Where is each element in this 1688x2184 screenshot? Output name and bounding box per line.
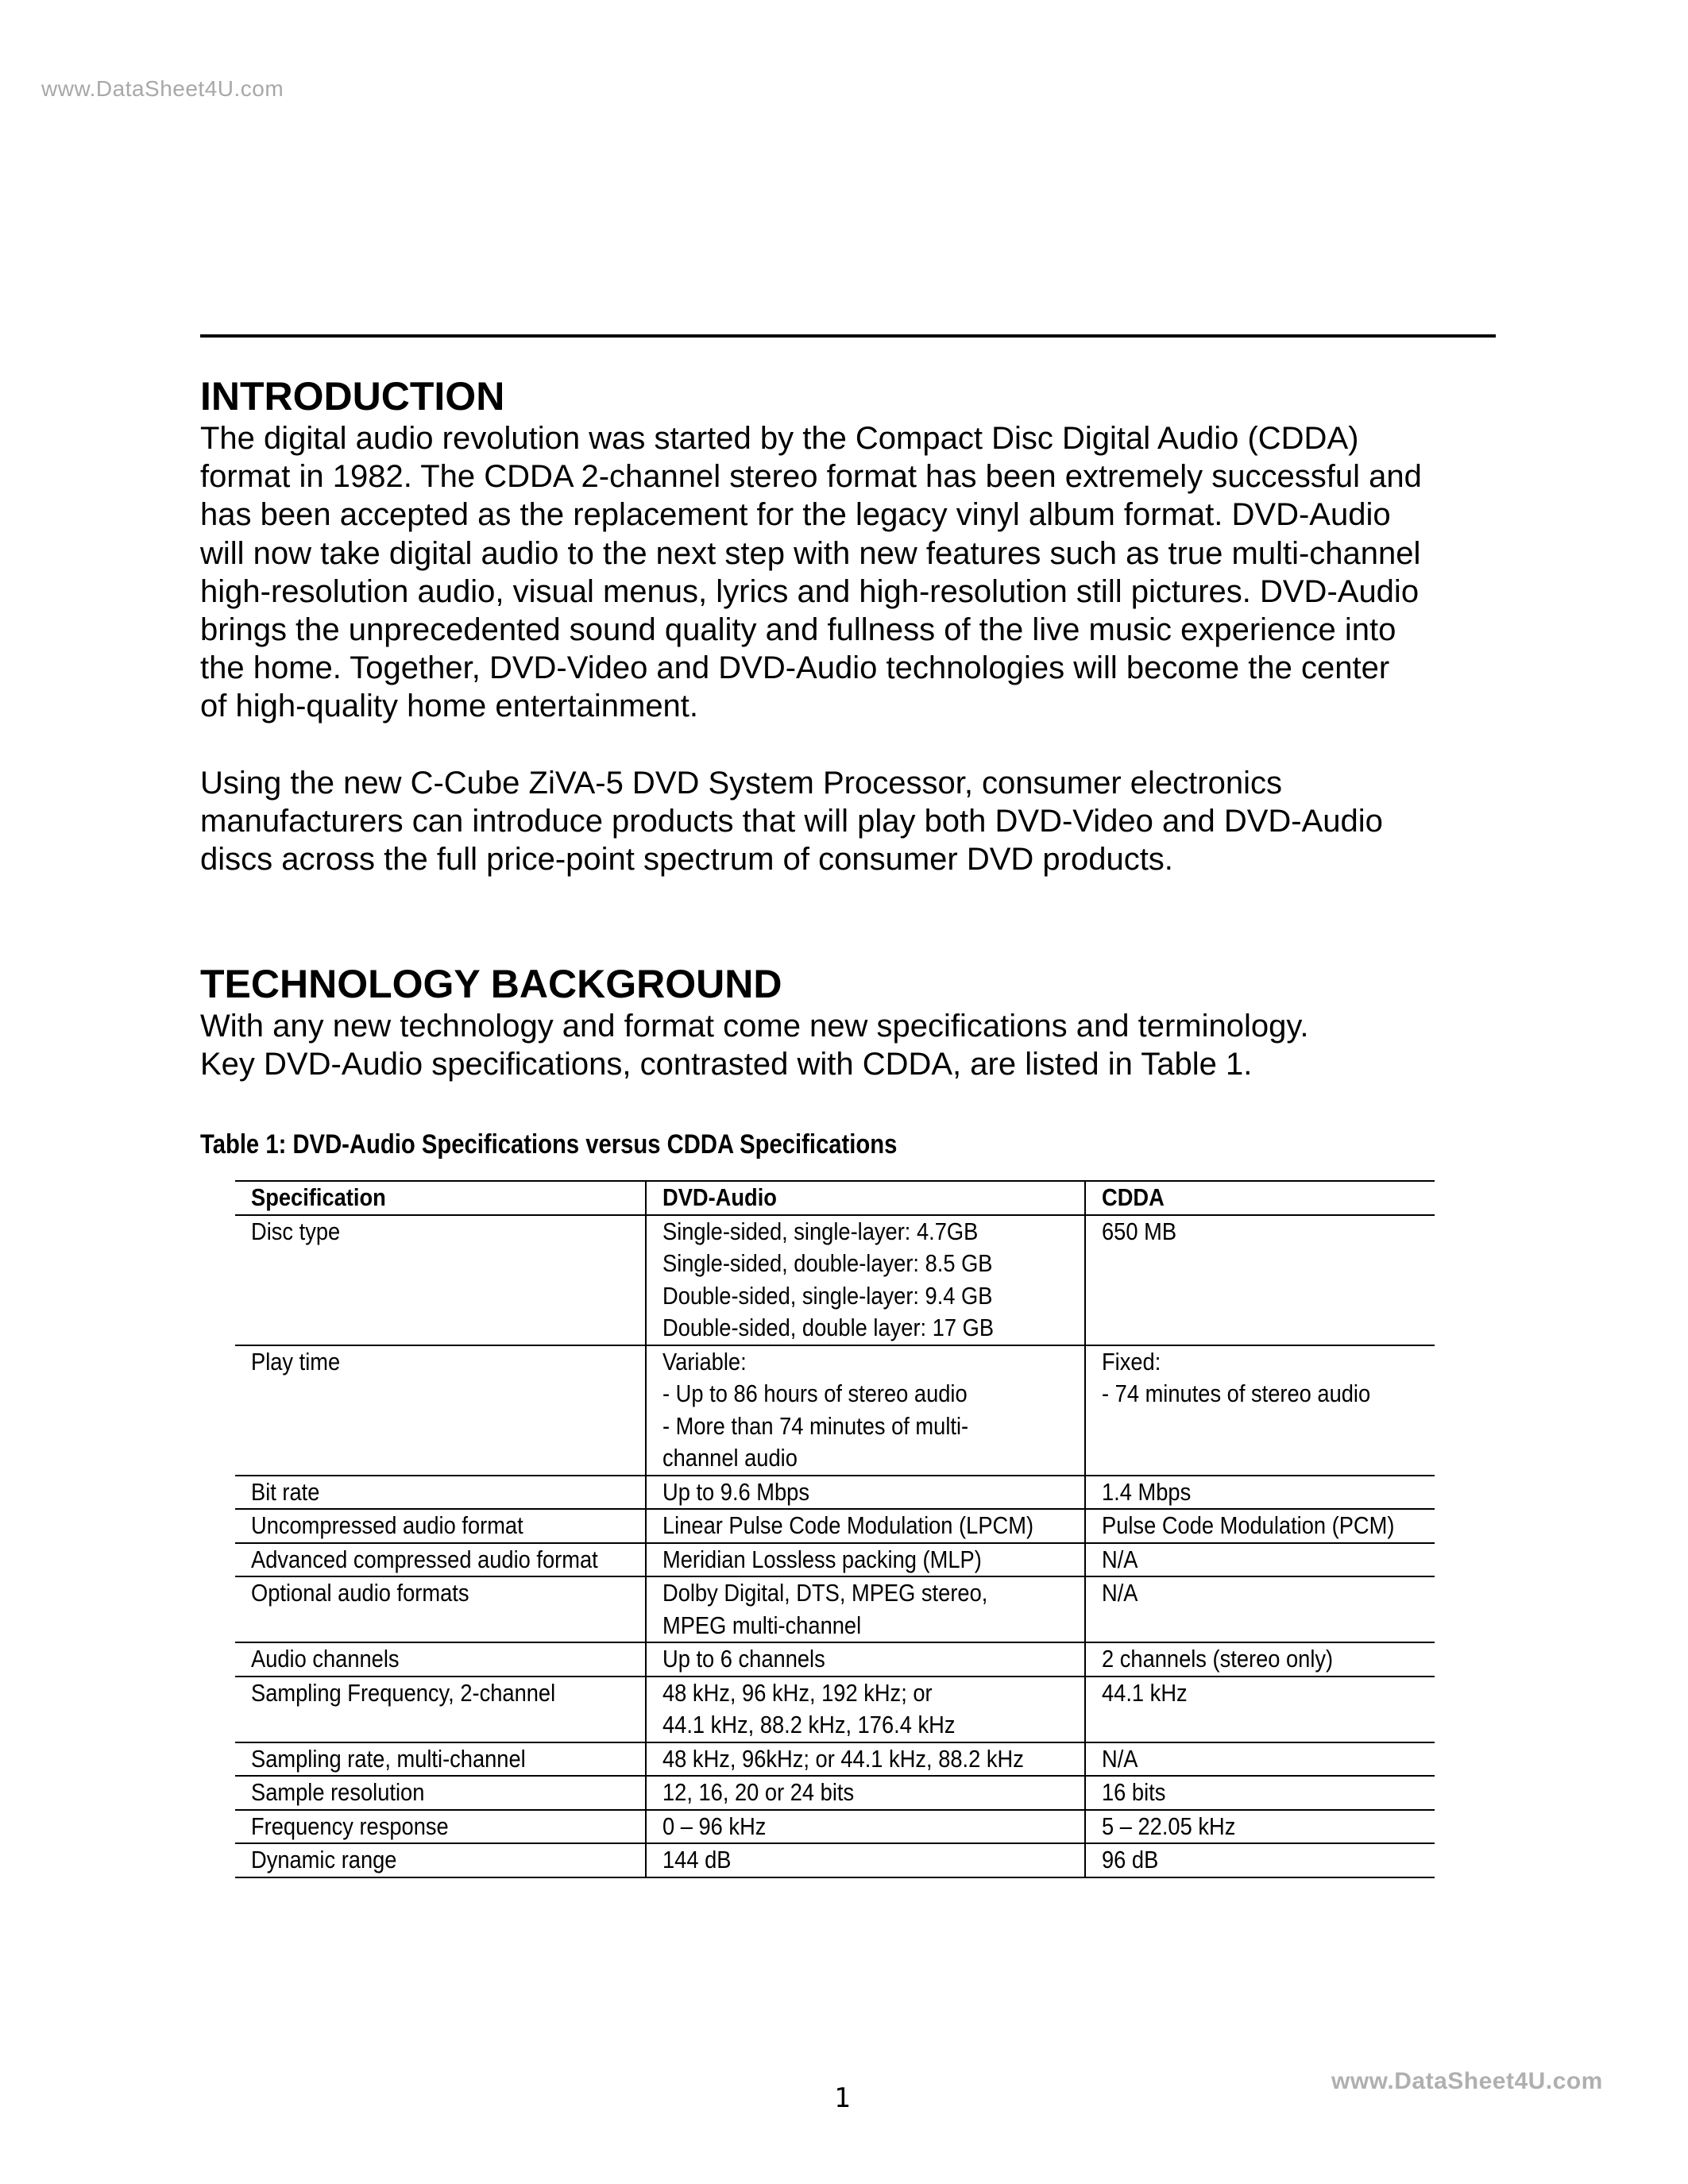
cell-line: Up to 9.6 Mbps (662, 1477, 810, 1506)
table-row (235, 1742, 1435, 1777)
cell-line: 48 kHz, 96kHz; or 44.1 kHz, 88.2 kHz (662, 1744, 1025, 1773)
technology-heading: TECHNOLOGY BACKGROUND (200, 962, 782, 1007)
table-cell-dvd (646, 1215, 1085, 1345)
table-cell-spec (235, 1576, 646, 1642)
table-body (235, 1215, 1435, 1877)
header-specification: Specification (235, 1181, 646, 1215)
header-rule (200, 334, 1496, 338)
table-cell-dvd (646, 1642, 1085, 1677)
table-cell-spec (235, 1476, 646, 1510)
cell-line: - More than 74 minutes of multi- (662, 1411, 969, 1440)
table-cell-dvd (646, 1776, 1085, 1810)
cell-line: Uncompressed audio format (251, 1511, 523, 1539)
table-cell-dvd (646, 1509, 1085, 1543)
table-cell-spec (235, 1215, 646, 1345)
text-line: high-resolution audio, visual menus, lyrics and high-resolution still pictures. DVD-Audio (200, 573, 1420, 609)
table-cell-dvd (646, 1576, 1085, 1642)
cell-line: Double-sided, single-layer: 9.4 GB (662, 1281, 993, 1310)
table-cell-dvd (646, 1810, 1085, 1844)
text-line: The digital audio revolution was started by the Compact Disc Digital Audio (CDDA) (200, 421, 1359, 456)
cell-line: Single-sided, single-layer: 4.7GB (662, 1217, 979, 1245)
cell-line: 12, 16, 20 or 24 bits (662, 1778, 855, 1806)
table-row (235, 1843, 1435, 1877)
cell-line: N/A (1102, 1579, 1138, 1607)
text-line: will now take digital audio to the next step with new features such as true multi-channel (200, 535, 1421, 571)
table-cell-cdda (1085, 1215, 1435, 1345)
table-cell-spec (235, 1776, 646, 1810)
table-cell-cdda (1085, 1843, 1435, 1877)
cell-line: Play time (251, 1347, 341, 1376)
cell-line: Optional audio formats (251, 1579, 469, 1607)
cell-line: Audio channels (251, 1645, 400, 1673)
cell-line: Variable: (662, 1347, 747, 1376)
table-header-row (235, 1181, 1435, 1215)
table-row (235, 1543, 1435, 1577)
table-cell-cdda (1085, 1677, 1435, 1742)
table-row (235, 1776, 1435, 1810)
text-line: With any new technology and format come new specifications and terminology. (200, 1009, 1309, 1044)
text-line: Key DVD-Audio specifications, contrasted with CDDA, are listed in Table 1. (200, 1047, 1253, 1082)
cell-line: N/A (1102, 1744, 1138, 1773)
cell-line: Single-sided, double-layer: 8.5 GB (662, 1249, 993, 1277)
cell-line: Dolby Digital, DTS, MPEG stereo, (662, 1579, 988, 1607)
header-dvd-audio: DVD-Audio (646, 1181, 1085, 1215)
header-cdda: CDDA (1085, 1181, 1435, 1215)
cell-line: MPEG multi-channel (662, 1611, 862, 1639)
text-line: format in 1982. The CDDA 2-channel stereo format has been extremely successful and (200, 459, 1422, 495)
cell-line: 650 MB (1102, 1217, 1177, 1245)
table-cell-cdda (1085, 1776, 1435, 1810)
table-cell-spec (235, 1810, 646, 1844)
cell-line: Sample resolution (251, 1778, 425, 1806)
table-cell-spec (235, 1509, 646, 1543)
table-cell-cdda (1085, 1810, 1435, 1844)
table-cell-dvd (646, 1543, 1085, 1577)
table-row (235, 1476, 1435, 1510)
table-row (235, 1215, 1435, 1345)
cell-line: 16 bits (1102, 1778, 1166, 1806)
cell-line: Up to 6 channels (662, 1645, 826, 1673)
cell-line: Sampling Frequency, 2-channel (251, 1678, 556, 1707)
table-row (235, 1677, 1435, 1742)
cell-line: N/A (1102, 1545, 1138, 1573)
page-number: 1 (834, 2082, 851, 2114)
table-row (235, 1509, 1435, 1543)
table-cell-cdda (1085, 1345, 1435, 1476)
table-cell-dvd (646, 1677, 1085, 1742)
text-line: the home. Together, DVD-Video and DVD-Audio technologies will become the center (200, 650, 1390, 686)
cell-line: 144 dB (662, 1846, 732, 1873)
main-content (200, 373, 1503, 1084)
cell-line: Dynamic range (251, 1846, 397, 1873)
cell-line: channel audio (662, 1444, 798, 1472)
cell-line: 0 – 96 kHz (662, 1812, 767, 1840)
watermark-bottom: www.DataSheet4U.com (1331, 2068, 1603, 2094)
cell-line: 44.1 kHz, 88.2 kHz, 176.4 kHz (662, 1711, 956, 1738)
cell-line: Advanced compressed audio format (251, 1545, 598, 1573)
table-row (235, 1576, 1435, 1642)
spec-table (235, 1180, 1435, 1878)
cell-line: Bit rate (251, 1477, 320, 1506)
table-cell-spec (235, 1742, 646, 1777)
cell-line: Disc type (251, 1217, 341, 1245)
table-row (235, 1642, 1435, 1677)
table-cell-spec (235, 1677, 646, 1742)
table-cell-dvd (646, 1476, 1085, 1510)
table-cell-spec (235, 1345, 646, 1476)
table-caption: Table 1: DVD-Audio Specifications versus CDDA Specifications (200, 1129, 898, 1160)
cell-line: Sampling rate, multi-channel (251, 1744, 526, 1773)
cell-line: 48 kHz, 96 kHz, 192 kHz; or (662, 1678, 933, 1707)
table-cell-cdda (1085, 1742, 1435, 1777)
cell-line: Pulse Code Modulation (PCM) (1102, 1511, 1395, 1539)
cell-line: Meridian Lossless packing (MLP) (662, 1545, 983, 1573)
cell-line: Fixed: (1102, 1347, 1161, 1376)
text-line: discs across the full price-point spectrum of consumer DVD products. (200, 842, 1173, 878)
cell-line: 44.1 kHz (1102, 1678, 1188, 1707)
text-line: Using the new C-Cube ZiVA-5 DVD System Processor, consumer electronics (200, 765, 1282, 801)
table-cell-cdda (1085, 1476, 1435, 1510)
table-cell-spec (235, 1843, 646, 1877)
text-line: brings the unprecedented sound quality and fullness of the live music experience into (200, 612, 1396, 648)
table-row (235, 1810, 1435, 1844)
text-line: manufacturers can introduce products that will play both DVD-Video and DVD-Audio (200, 803, 1383, 839)
cell-line: 1.4 Mbps (1102, 1477, 1192, 1506)
cell-line: 96 dB (1102, 1846, 1159, 1873)
watermark-top: www.DataSheet4U.com (41, 76, 284, 101)
cell-line: 2 channels (stereo only) (1102, 1645, 1334, 1673)
table-cell-cdda (1085, 1642, 1435, 1677)
text-line: has been accepted as the replacement for the legacy vinyl album format. DVD-Audio (200, 497, 1391, 533)
cell-line: Frequency response (251, 1812, 449, 1840)
table-cell-cdda (1085, 1576, 1435, 1642)
technology-paragraph (200, 1007, 1503, 1083)
table-cell-dvd (646, 1843, 1085, 1877)
table-cell-dvd (646, 1742, 1085, 1777)
table-cell-cdda (1085, 1509, 1435, 1543)
introduction-paragraph-2 (200, 764, 1503, 879)
table-cell-spec (235, 1642, 646, 1677)
introduction-heading: INTRODUCTION (200, 374, 505, 419)
table-cell-spec (235, 1543, 646, 1577)
table-row (235, 1345, 1435, 1476)
cell-line: Double-sided, double layer: 17 GB (662, 1314, 995, 1341)
cell-line: - 74 minutes of stereo audio (1102, 1379, 1371, 1407)
introduction-paragraph-1 (200, 419, 1503, 726)
text-line: of high-quality home entertainment. (200, 689, 699, 724)
cell-line: Linear Pulse Code Modulation (LPCM) (662, 1511, 1034, 1539)
table-cell-cdda (1085, 1543, 1435, 1577)
cell-line: 5 – 22.05 kHz (1102, 1812, 1236, 1840)
cell-line: - Up to 86 hours of stereo audio (662, 1379, 968, 1407)
table-cell-dvd (646, 1345, 1085, 1476)
